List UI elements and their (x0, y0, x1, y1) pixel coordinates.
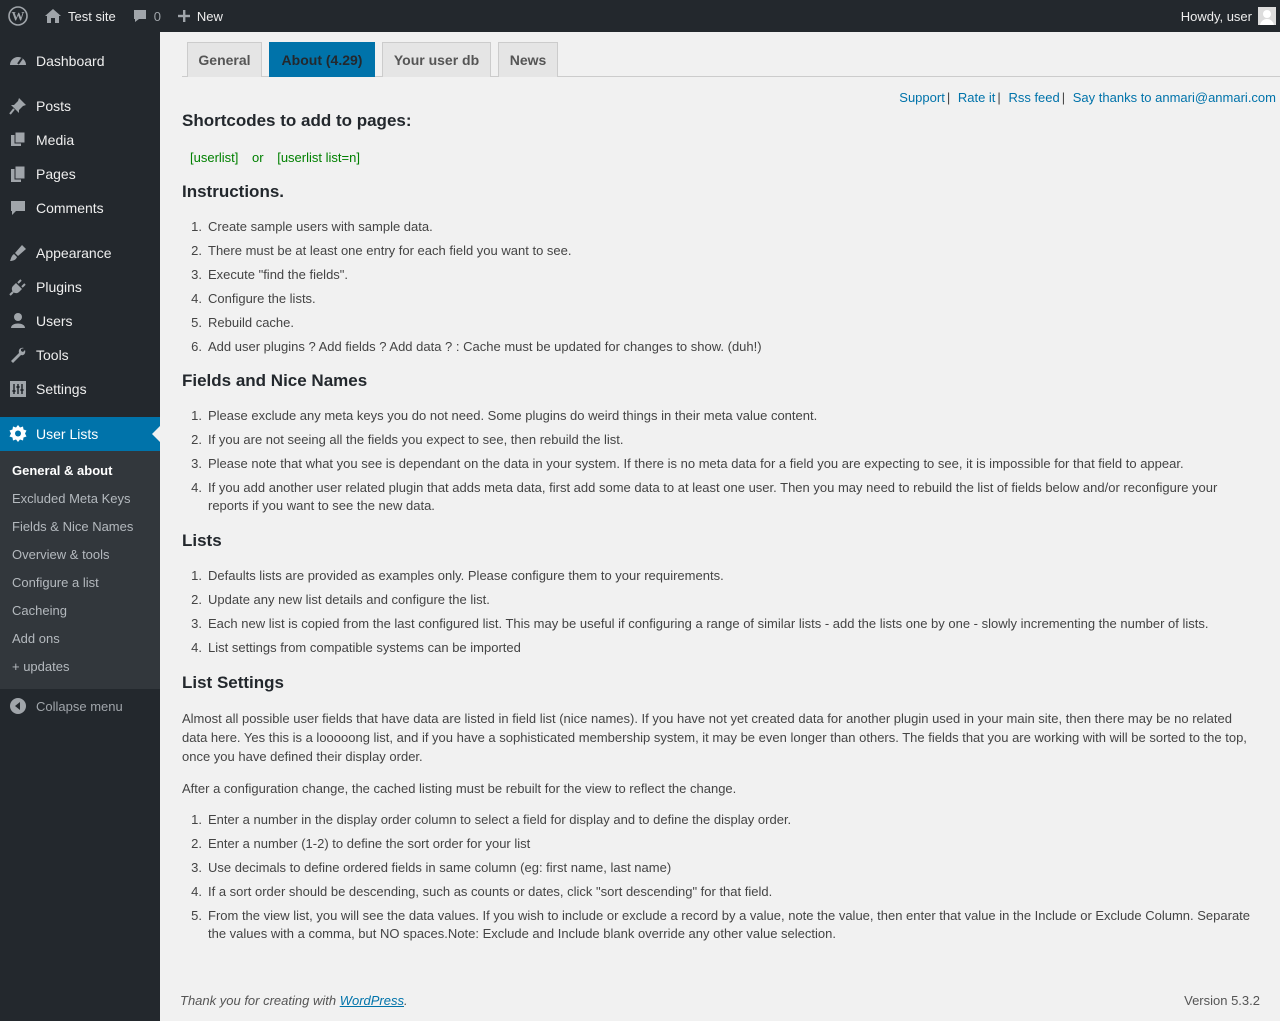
list-item: 4. Configure the lists. (191, 291, 316, 306)
footer-thanks-text: Thank you for creating with (180, 993, 340, 1008)
sidebar-item-comments[interactable] (0, 191, 160, 225)
fields-heading: Fields and Nice Names (182, 371, 368, 390)
fields-list (182, 407, 1252, 521)
submenu-fields-nice-names[interactable]: Fields & Nice Names (12, 519, 134, 534)
link-separator: | (997, 90, 1001, 105)
sidebar-item-settings[interactable] (0, 372, 160, 406)
list-settings-paragraph: Almost all possible user fields that have data are listed in field list (nice names). If you have not yet created data for another plugin used in your main site, then there may be no related data here. Yes this is a looooong list, and if you have a sophisticated membership system, it may be even longer than others. The fields that you are working with will be sorted to the top, once you have defined their display order. (182, 711, 1247, 764)
list-item: 2. There must be at least one entry for each field you want to see. (191, 243, 572, 258)
tab-about[interactable]: About (4.29) (269, 42, 375, 77)
sidebar-item-users[interactable] (0, 304, 160, 338)
list-item: 1. Defaults lists are provided as examples only. Please configure them to your requirements. (191, 568, 724, 583)
shortcode-userlist-n: [userlist list=n] (277, 150, 360, 165)
list-item: 4. If a sort order should be descending, such as counts or dates, click "sort descending" for that field. (191, 884, 773, 899)
admin-sidebar (0, 32, 160, 1021)
sidebar-item-label: Users (36, 313, 73, 329)
sidebar-item-label: User Lists (36, 426, 99, 442)
tab-news[interactable]: News (498, 42, 558, 77)
support-link[interactable]: Support (899, 90, 945, 105)
comments-link[interactable] (124, 0, 169, 32)
footer-period: . (404, 993, 408, 1008)
instructions-heading: Instructions. (182, 182, 285, 201)
home-icon (44, 8, 62, 24)
footer-version: Version 5.3.2 (1184, 993, 1260, 1008)
shortcode-userlist: [userlist] (190, 150, 239, 165)
list-item: 6. Add user plugins ? Add fields ? Add data ? : Cache must be updated for changes to show. (duh!) (191, 339, 762, 354)
shortcodes (190, 150, 370, 165)
list-item: 2. Enter a number (1-2) to define the sort order for your list (191, 836, 531, 851)
sidebar-item-media[interactable] (0, 123, 160, 157)
site-name: Test site (68, 8, 116, 24)
list-item: 3. Each new list is copied from the last configured list. This may be useful if configuring a range of similar lists - add the lists one by one - slowly incrementing the number of lists. (191, 616, 1209, 631)
comment-bubble-icon (132, 8, 148, 24)
tab-your-user-db[interactable]: Your user db (382, 42, 491, 77)
footer-thanks (180, 993, 408, 1008)
list-item: 4. If you add another user related plugin that adds meta data, first add some data to at least one user. Then you may need to rebuild the list of fields below and/or reconfigure your reports if you want to see the new data. (191, 480, 1218, 513)
wordpress-link[interactable]: WordPress (339, 993, 404, 1008)
site-name-link[interactable] (36, 0, 124, 32)
submenu-updates[interactable]: + updates (12, 659, 70, 674)
sidebar-item-posts[interactable] (0, 89, 160, 123)
sidebar-item-appearance[interactable] (0, 236, 160, 270)
collapse-menu-label: Collapse menu (36, 698, 123, 714)
pin-icon (0, 96, 36, 116)
list-item: 4. List settings from compatible systems can be imported (191, 640, 521, 655)
rss-feed-link[interactable]: Rss feed (1008, 90, 1060, 105)
link-separator: | (1061, 90, 1066, 105)
user-icon (0, 311, 36, 331)
link-separator: | (946, 90, 951, 105)
list-item: 2. Update any new list details and configure the list. (191, 592, 490, 607)
howdy-text: Howdy, user (1180, 8, 1252, 24)
list-settings-heading: List Settings (182, 673, 285, 692)
submenu-overview-tools[interactable]: Overview & tools (12, 547, 110, 562)
plus-icon (177, 9, 191, 23)
media-icon (0, 130, 36, 150)
pages-icon (0, 164, 36, 184)
avatar (1258, 7, 1276, 25)
rate-it-link[interactable]: Rate it (957, 90, 996, 105)
submenu-excluded-meta-keys[interactable]: Excluded Meta Keys (12, 491, 131, 506)
cache-note-paragraph: After a configuration change, the cached listing must be rebuilt for the view to reflect the change. (182, 781, 737, 796)
wrench-icon (0, 345, 36, 365)
submenu-general-about[interactable]: General & about (12, 463, 113, 478)
instructions-list (182, 218, 1252, 362)
sidebar-item-user-lists[interactable] (0, 417, 160, 451)
sidebar-item-pages[interactable] (0, 157, 160, 191)
sidebar-item-label: Comments (36, 200, 104, 216)
svg-text:W: W (11, 8, 25, 24)
brush-icon (0, 243, 36, 263)
top-links (899, 90, 1276, 105)
submenu-cacheing[interactable]: Cacheing (12, 603, 67, 618)
list-item: 3. Execute "find the fields". (191, 267, 349, 282)
new-content-link[interactable] (169, 0, 231, 32)
comment-icon (0, 198, 36, 218)
sidebar-item-plugins[interactable] (0, 270, 160, 304)
list-item: 2. If you are not seeing all the fields you expect to see, then rebuild the list. (191, 432, 624, 447)
collapse-arrow-icon (0, 697, 36, 715)
submenu-configure-list[interactable]: Configure a list (12, 575, 99, 590)
shortcode-or: or (252, 150, 264, 165)
settings-list (182, 811, 1252, 949)
wordpress-logo-icon[interactable] (0, 0, 36, 32)
settings-sliders-icon (0, 379, 36, 399)
submenu-add-ons[interactable]: Add ons (12, 631, 60, 646)
gear-icon (0, 424, 36, 444)
lists-list (182, 567, 1252, 663)
nav-tabs (182, 32, 1280, 77)
sidebar-item-label: Dashboard (36, 53, 105, 69)
new-label: New (196, 8, 223, 24)
main-content (160, 32, 1280, 1021)
list-item: 5. From the view list, you will see the data values. If you wish to include or exclude a record by a value, note the value, then enter that value in the Include or Exclude Column. Separate the values with a comma, but NO spaces.Note: Exclude and Include blank override any other value selection. (191, 908, 1251, 941)
comments-count: 0 (153, 8, 161, 24)
sidebar-item-label: Tools (36, 347, 69, 363)
sidebar-item-label: Plugins (36, 279, 82, 295)
shortcodes-heading: Shortcodes to add to pages: (182, 111, 412, 130)
my-account-link[interactable] (1173, 0, 1280, 32)
lists-heading: Lists (182, 531, 222, 550)
sidebar-item-label: Appearance (36, 245, 112, 261)
list-item: 1. Enter a number in the display order column to select a field for display and to define the display order. (191, 812, 792, 827)
sidebar-item-label: Media (36, 132, 75, 148)
sidebar-item-label: Pages (36, 166, 76, 182)
list-item: 1. Please exclude any meta keys you do not need. Some plugins do weird things in their meta value content. (191, 408, 818, 423)
list-item: 5. Rebuild cache. (191, 315, 294, 330)
list-item: 3. Use decimals to define ordered fields in same column (eg: first name, last name) (191, 860, 672, 875)
list-item: 1. Create sample users with sample data. (191, 219, 433, 234)
sidebar-item-tools[interactable] (0, 338, 160, 372)
sidebar-item-dashboard[interactable] (0, 44, 160, 78)
sidebar-item-label: Settings (36, 381, 87, 397)
admin-bar (0, 0, 1280, 32)
say-thanks-link[interactable]: Say thanks to anmari@anmari.com (1072, 90, 1276, 105)
user-lists-submenu (0, 451, 160, 689)
tab-general[interactable]: General (187, 42, 262, 77)
sidebar-item-label: Posts (36, 98, 72, 114)
collapse-menu-button[interactable] (0, 696, 160, 716)
plug-icon (0, 277, 36, 297)
dashboard-icon (0, 51, 36, 71)
list-item: 3. Please note that what you see is dependant on the data in your system. If there is no meta data for a field you are expecting to see, it is impossible for that field to appear. (191, 456, 1184, 471)
